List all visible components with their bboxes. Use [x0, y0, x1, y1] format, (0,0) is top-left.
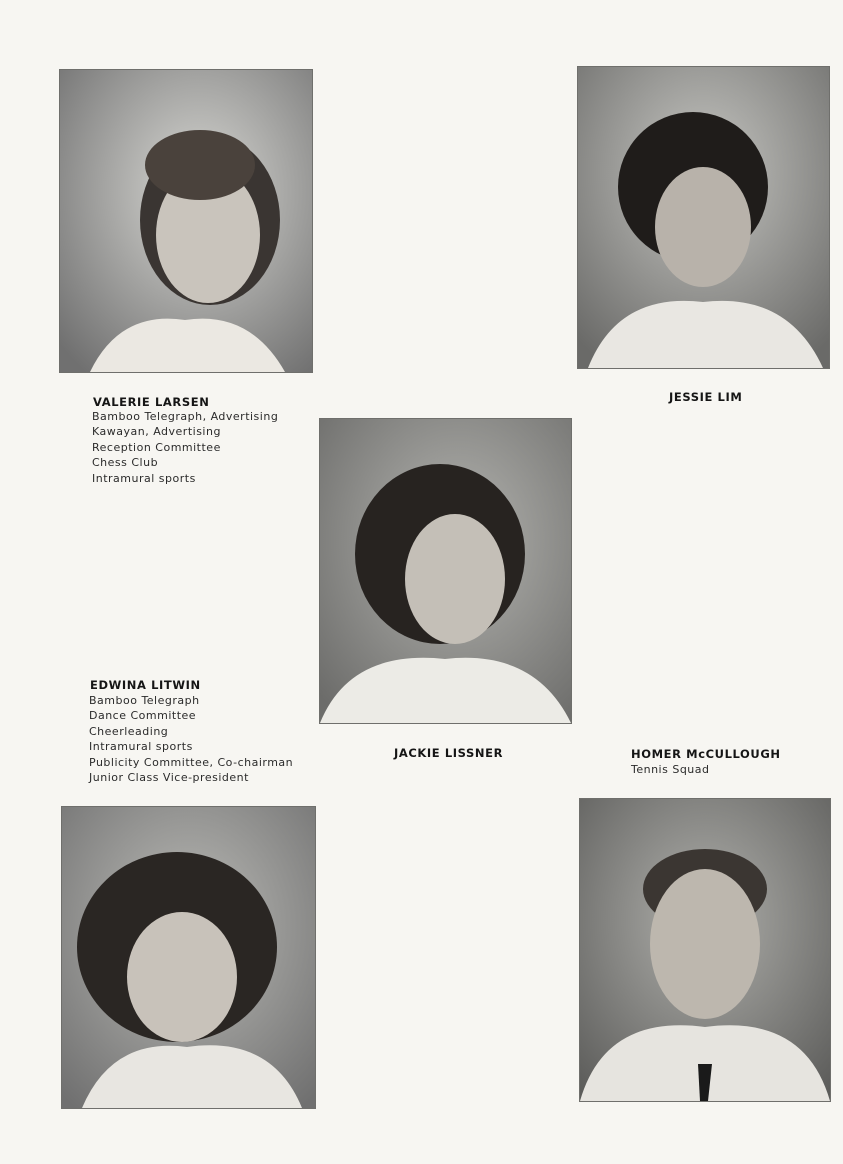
- activity-item: Dance Committee: [89, 709, 197, 723]
- portrait-photo-homer-mccullough: [580, 799, 830, 1101]
- activity-item: Chess Club: [92, 456, 159, 470]
- activities-list-edwina-litwin: [89, 693, 293, 785]
- activity-item: Bamboo Telegraph: [89, 694, 200, 707]
- student-name-valerie-larsen: VALERIE LARSEN: [93, 395, 210, 409]
- activity-item: Reception Committee: [92, 440, 221, 454]
- portrait-photo-jackie-lissner: [320, 419, 571, 723]
- student-name-homer-mccullough: HOMER McCULLOUGH: [631, 747, 781, 761]
- activity-item: Tennis Squad: [631, 763, 710, 776]
- portrait-photo-jessie-lim: [578, 67, 829, 368]
- student-name-edwina-litwin: EDWINA LITWIN: [90, 678, 201, 692]
- activity-item: Intramural sports: [92, 471, 196, 485]
- activity-item: Junior Class Vice-president: [89, 771, 249, 785]
- activities-list-valerie-larsen: [92, 409, 278, 486]
- portrait-photo-valerie-larsen: [60, 70, 312, 372]
- student-name-jackie-lissner: JACKIE LISSNER: [394, 746, 504, 760]
- student-name-jessie-lim: JESSIE LIM: [669, 390, 743, 404]
- activity-item: Kawayan, Advertising: [92, 425, 221, 439]
- activity-item: Intramural sports: [89, 740, 193, 754]
- activity-item: Cheerleading: [89, 724, 169, 738]
- activities-list-homer-mccullough: [631, 762, 710, 777]
- activity-item: Publicity Committee, Co-chairman: [89, 755, 294, 769]
- activity-item: Bamboo Telegraph, Advertising: [92, 410, 279, 423]
- portrait-photo-edwina-litwin: [62, 807, 315, 1108]
